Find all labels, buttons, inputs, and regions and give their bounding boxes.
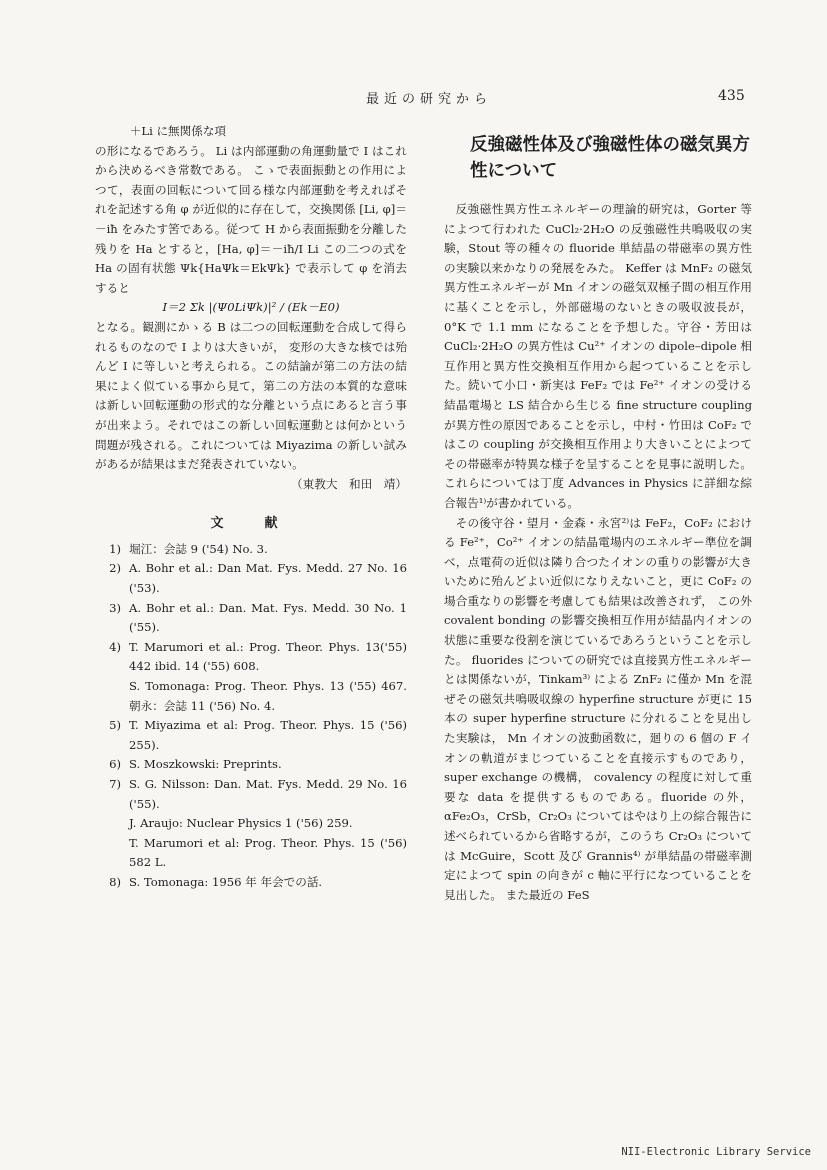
reference-item bbox=[95, 755, 407, 775]
reference-text: J. Araujo: Nuclear Physics 1 ('56) 259. bbox=[129, 816, 353, 831]
reference-number: 4) bbox=[109, 639, 121, 654]
reference-text: S. Moszkowski: Preprints. bbox=[129, 757, 282, 772]
reference-item bbox=[95, 677, 407, 716]
article-paragraph-2: その後守谷・望月・金森・永宮²⁾は FeF₂，CoF₂ における Fe²⁺，Co²⁺ イオンの結晶電場内のエネルギー準位を調べ，点電荷の近似は隣り合つたイオンの重りの影響が大きいために殆んどよい近似になりえないこと，更に CoF₂ の場合重なりの影響を考慮しても結果は改善されず， この外 covalent bonding の影響交換相互作用が結晶内イオンの状態に重要な役割を演じているであろうということを示した。 fluorides についての研究では直接異方性エネルギーとは関係ないが，Tinkam³⁾ による ZnF₂ に僅か Mn を混ぜその磁気共鳴吸収線の hyperfine structure が更に 15 本の super hyperfine structure に分れることを見出した実験は， Mn イオンの波動函数に，廻りの 6 個の F イオンの軌道がまじつていることを直接示すものであり，super exchange の機構， covalency の程度に対して重要な data を提供するものである。fluoride の外，αFe₂O₃，CrSb，Cr₂O₃ についてはやはり上の綜合報告に述べられているから省略するが，このうち Cr₂O₃ については McGuire，Scott 及び Grannis⁴⁾ が単結晶の帯磁率測定によつて spin の向きが c 軸に平行になつていることを見出した。 また最近の FeS bbox=[444, 515, 752, 902]
reference-number: 8) bbox=[109, 874, 121, 889]
reference-list bbox=[95, 540, 407, 893]
reference-item bbox=[95, 599, 407, 638]
reference-item bbox=[95, 716, 407, 755]
reference-text: 堀江：会誌 9 ('54) No. 3. bbox=[129, 541, 268, 556]
references-heading: 文 献 bbox=[210, 516, 292, 532]
footer-credit: NII-Electronic Library Service bbox=[621, 1146, 811, 1158]
reference-text: S. Tomonaga: Prog. Theor. Phys. 13 ('55) 467. 朝永：会誌 11 ('56) No. 4. bbox=[129, 679, 407, 713]
reference-text: T. Marumori et al.: Prog. Theor. Phys. 13('55) 442 ibid. 14 ('55) 608. bbox=[129, 639, 407, 674]
reference-item bbox=[95, 638, 407, 677]
reference-number: 7) bbox=[109, 777, 121, 791]
left-column bbox=[95, 122, 407, 893]
reference-text: T. Miyazima et al: Prog. Theor. Phys. 15 ('56) 255). bbox=[129, 718, 407, 752]
reference-text: S. Tomonaga: 1956 年 年会での話. bbox=[129, 874, 323, 889]
reference-item bbox=[95, 775, 407, 814]
reference-number: 2) bbox=[109, 561, 121, 576]
reference-text: A. Bohr et al.: Dan. Mat. Fys. Medd. 30 No. 1 ('55). bbox=[129, 600, 407, 635]
left-paragraph-1: の形になるであろう。 Li は内部運動の角運動量で I はこれから決めるべき常数である。 こゝで表面振動との作用によつて，表面の回転について回る様な内部運動を考えればそれを記述する角 φ が近似的に存在して，交換関係 [Li, φ]＝－iħ をみたす筈である。従つて H から表面振動を分離した残りを Ha とすると，[Ha, φ]＝－iħ/I Li この二つの式を Ha の固有状態 Ψk{HaΨk＝EkΨk} で表示して φ を消去すると bbox=[95, 143, 407, 295]
reference-number bbox=[95, 814, 129, 834]
reference-text: T. Marumori et al: Prog. Theor. Phys. 15 ('56) 582 L. bbox=[129, 835, 407, 870]
left-paragraph-2: となる。観測にかゝる B は二つの回転運動を合成して得られるものなので I よりは大きいが， 変形の大きな核では殆んど I に等しいと考えられる。この結論が第二の方法の結果によく似ている事から見て，第二の方法の本質的な意味は新しい回転運動の形式的な分離という点にあると言う事が出来よう。それではこの新しい回転運動とは何かという問題が残される。これについては Miyazima の新しい試みがあるが結果はまだ発表されていない。 bbox=[95, 319, 407, 472]
reference-item bbox=[95, 834, 407, 873]
reference-item bbox=[95, 814, 407, 834]
reference-item bbox=[95, 873, 407, 893]
right-column bbox=[444, 200, 752, 905]
article-title: 反強磁性体及び強磁性体の磁気異方性について bbox=[470, 135, 750, 181]
reference-number: 5) bbox=[109, 718, 121, 733]
article-paragraph-1: 反強磁性異方性エネルギーの理論的研究は，Gorter 等によつて行われた CuCl₂·2H₂O の反強磁性共鳴吸収の実験，Stout 等の種々の fluoride 単結晶の帯磁率の異方性の実験以来かなりの発展をみた。 Keffer は MnF₂ の磁気異方性エネルギーが Mn イオンの磁気双極子間の相互作用に基くことを示し，外部磁場のないときの吸収波長が，0°K で 1.1 mm になることを予想した。守谷・芳田は CuCl₂·2H₂O の異方性は Cu²⁺ イオンの dipole–dipole 相互作用と異方性交換相互作用から起つていることを示した。続いて小口・新実は FeF₂ では Fe²⁺ イオンの受ける結晶電場と LS 結合から生じる fine structure coupling が異方性の原因であることを示し，中村・竹田は CoF₂ ではこの coupling が交換相互作用より大きいことによつてその帯磁率が特異な様子を呈することを見事に説明した。これらについては丁度 Advances in Physics に詳細な綜合報告¹⁾が書かれている。 bbox=[444, 202, 753, 510]
reference-number bbox=[95, 677, 129, 716]
page-number: 435 bbox=[718, 88, 745, 104]
reference-number: 3) bbox=[109, 600, 121, 615]
reference-number: 6) bbox=[109, 757, 121, 772]
continued-fragment: ＋Li に無関係な項 bbox=[129, 124, 227, 138]
reference-number bbox=[95, 834, 129, 873]
reference-text: A. Bohr et al.: Dan Mat. Fys. Medd. 27 No. 16 ('53). bbox=[129, 561, 407, 596]
reference-number: 1) bbox=[109, 541, 121, 556]
running-head: 最近の研究から bbox=[366, 92, 493, 107]
reference-item bbox=[95, 540, 407, 560]
reference-item bbox=[95, 559, 407, 598]
equation-inertia: I＝2 Σk |(Ψ0LiΨk)|² / (Ek－E0) bbox=[162, 300, 340, 315]
author-signature: （東教大 和田 靖） bbox=[291, 476, 407, 491]
reference-text: S. G. Nilsson: Dan. Mat. Fys. Medd. 29 No. 16 ('55). bbox=[129, 777, 407, 811]
